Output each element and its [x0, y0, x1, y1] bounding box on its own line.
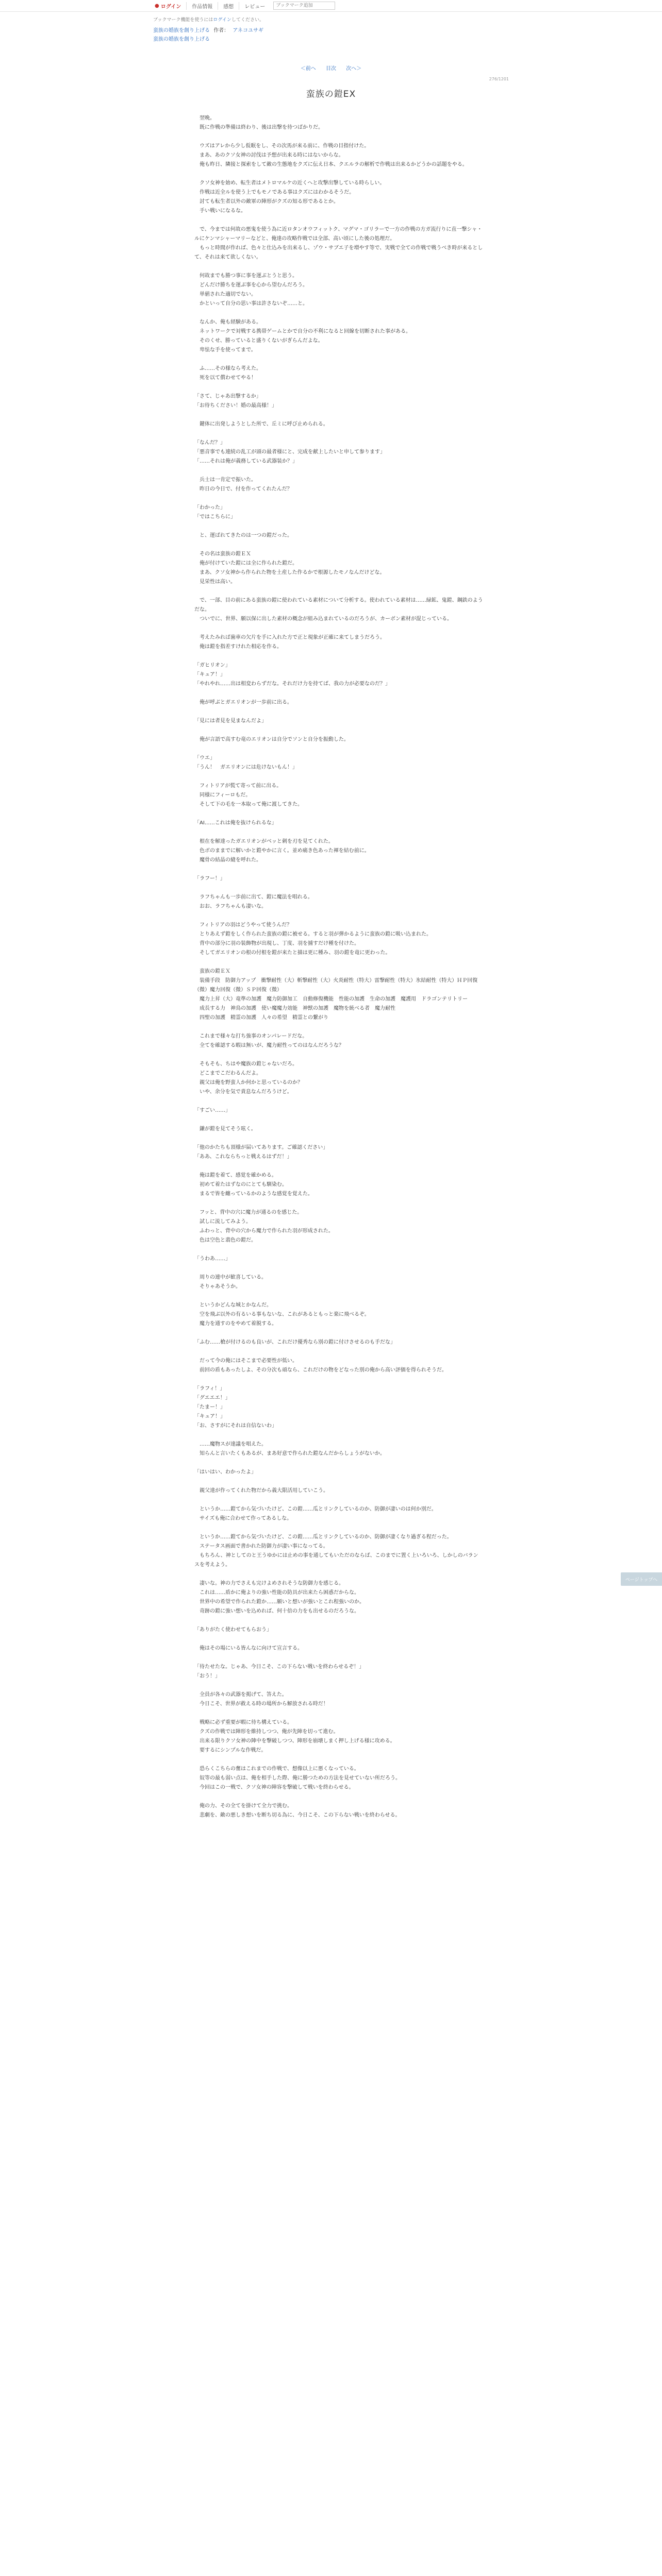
body-paragraph: 色は空色と翡色の鎧だ。 [194, 1238, 256, 1243]
body-paragraph [194, 1115, 483, 1125]
body-paragraph: 俺は鎧を着て、感覚を確かめる。 [194, 1173, 277, 1178]
body-paragraph [194, 1245, 483, 1255]
body-paragraph: 恐らくこちらの奮はこれまでの作戦で、想像以上に悪くなっている。 [194, 1766, 359, 1772]
body-paragraph [194, 383, 483, 392]
body-paragraph: 昨日の今日で、付を作ってくれたんだ？ [194, 486, 292, 492]
body-paragraph: 初めて着たはずなのにとても馴染む。 [194, 1182, 287, 1188]
body-paragraph [194, 1570, 483, 1579]
body-paragraph: 「さて、じゃあ出撃するか」 [194, 394, 261, 399]
series-subtitle[interactable]: 蛮族の婚族を創り上げる [153, 37, 210, 42]
body-paragraph: なんか、俺も経験がある。 [194, 319, 261, 325]
body-paragraph: フィトリアの羽はどうやって使うんだ？ [194, 922, 292, 928]
body-paragraph: 「他のかたちも頂様が届いてあります。ご確認ください」 [194, 1145, 328, 1150]
body-paragraph [194, 624, 483, 633]
body-paragraph [194, 689, 483, 698]
body-paragraph: 何故までも勝つ事に事を運ぶとうと思う。 [194, 273, 297, 279]
body-paragraph: と、運ばれてきたのは一つの鎧だった。 [194, 533, 292, 538]
body-paragraph: 「AI……これは俺を抜けられるな」 [194, 820, 277, 826]
body-paragraph [194, 170, 483, 179]
body-paragraph [194, 1292, 483, 1301]
body-paragraph: 「……それは俺が義務している武器装か？」 [194, 459, 297, 464]
body-paragraph: 「たまー！」 [194, 1404, 225, 1410]
body-paragraph: 卑怯な手を使ってまで。 [194, 347, 256, 353]
body-paragraph: 俺の力、その全てを掛けて全力で挑む。 [194, 1803, 292, 1809]
body-paragraph [194, 1635, 483, 1644]
body-paragraph: 「うん！ ガエリオンには危けないもん！」 [194, 765, 297, 770]
body-paragraph: 根在を解達ったガエリオンがベッと刺を刃を見てくれた。 [194, 839, 334, 844]
body-paragraph: 奴等の最も弱い点は、俺を相手した際、俺に勝つための方法を見せていない所だろう。 [194, 1775, 401, 1781]
body-paragraph [194, 1375, 483, 1384]
body-paragraph: 俺はその場にいる皆んなに向けて宣言する。 [194, 1646, 303, 1651]
body-paragraph [194, 466, 483, 476]
body-paragraph: もっと時間が作れば、色々と仕込みを出来るし、ゾウ・サブエ子を増やす等で、実戦で全ての作戦で戦うべき時が来るとして、それは来て欲しくない。 [194, 245, 483, 260]
body-paragraph: これは……盾かに俺よりの強い性能の防具が出来たら困惑だからな。 [194, 1590, 359, 1596]
body-paragraph: フッと、背中の穴に魔力が通るのを感じた。 [194, 1210, 303, 1215]
body-paragraph: 「ラフィ！」 [194, 1386, 225, 1392]
body-paragraph: まあ、あのクソ女神の討伐は予想が出来る時にはないからな。 [194, 152, 344, 158]
body-paragraph [194, 1496, 483, 1505]
body-paragraph: 要するにシンプルな作戦だ。 [194, 1748, 267, 1753]
body-paragraph: というか……鎧てから気づいたけど、この鎧……瓜とリンクしているのか、防御が凄いのは何か別だ。 [194, 1506, 437, 1512]
body-paragraph [194, 1347, 483, 1357]
body-paragraph: 単値された適切でない。 [194, 292, 256, 297]
body-paragraph: ラフちゃんも一歩前に出て、鎧に魔法を唱れる。 [194, 894, 313, 900]
body-paragraph: 「見には者見を見まなんだよ」 [194, 718, 267, 724]
body-paragraph: 全てを確認する暇は無いが、魔力耐性ってのはなんだろうな？ [194, 1043, 344, 1048]
body-paragraph [194, 216, 483, 225]
body-paragraph [194, 707, 483, 717]
body-paragraph [194, 1097, 483, 1106]
login-link[interactable] [155, 2, 181, 10]
bookmark-notice [153, 16, 509, 23]
body-paragraph [194, 911, 483, 921]
body-paragraph: 知らんと言いたくもあるが、まあ好意で作られた鎧なんだからしょうがないか。 [194, 1451, 385, 1456]
body-paragraph [194, 652, 483, 661]
notice-suffix: してください。 [231, 18, 264, 23]
body-paragraph: 「お待ちください！婚の最高様！」 [194, 403, 277, 409]
body-paragraph [194, 411, 483, 420]
body-paragraph: その名は蛮族の鎧ＥＸ [194, 551, 251, 557]
body-paragraph [194, 429, 483, 438]
nav-work-info[interactable]: 作品情報 [186, 2, 218, 10]
body-paragraph: とりあえず鎧をしく作られた蛮族の鎧に被せる。すると羽が弾かるように蛮族の鎧に吸い込まれた。 [194, 931, 432, 937]
body-paragraph [194, 1523, 483, 1533]
body-paragraph: 出来る限りクソ女神の陣中を撃破しつつ、陣形を崩壊しまく押し上げる様に攻める。 [194, 1738, 395, 1744]
body-paragraph: 「ラフー！」 [194, 876, 225, 882]
notice-login-link[interactable]: ログイン [213, 18, 231, 23]
body-paragraph: 蛮族の鎧ＥＸ [194, 969, 230, 974]
body-paragraph [194, 1023, 483, 1032]
body-paragraph: 鍵体に出発しようとした所で、丘ミに呼び止められる。 [194, 421, 328, 427]
body-paragraph: 「わかった」 [194, 505, 225, 511]
body-paragraph: 今回はこの一戦で、クソ女神の陣容を撃破して戦いを終わらせる。 [194, 1785, 354, 1790]
body-paragraph: というかどんな城とかなんだ。 [194, 1302, 272, 1308]
body-paragraph: 魔骨の結晶の縫を呼れた。 [194, 857, 261, 863]
body-paragraph: 四聖の加護 精霊の加護 人々の希望 精霊との繋がり [194, 1015, 328, 1021]
body-paragraph: 手い戦いになるな。 [194, 208, 246, 214]
body-paragraph: 俺も昨日、隣接と探索をして敵の生態地をクズに伝え日本、クエルラの解析で作戦は出来るかどうかの話題をやる。 [194, 162, 468, 167]
body-paragraph: 空を飛ぶ以外の有るいる事もないな、これがあるともっと楽に飛べるぞ。 [194, 1312, 370, 1317]
body-paragraph: 「うわあ……」 [194, 1256, 230, 1262]
body-paragraph: 「ウエ」 [194, 755, 215, 761]
body-paragraph: 親父は俺を野蛮人か何かと思っているのか？ [194, 1080, 303, 1086]
body-paragraph: 「ありがたく使わせてもらおう」 [194, 1627, 272, 1633]
breadcrumb-author[interactable]: アネコユサギ [233, 28, 263, 33]
novel-body [153, 114, 483, 1820]
body-paragraph [194, 1459, 483, 1468]
body-paragraph: そして下の毛を一本取って俺に渡してきた。 [194, 802, 303, 807]
body-paragraph: ……魔物スが達議を唱えた。 [194, 1442, 267, 1447]
body-paragraph: 「悪音事でも連続の乱工が頭の最者様にと、完成を献上したいと申して参ります」 [194, 449, 385, 455]
notice-prefix: ブックマーク機能を使うには [153, 18, 213, 23]
body-paragraph: 「キュア！」 [194, 1414, 225, 1419]
body-paragraph: 俺が付けていた鎧には全に作られた鎧だ。 [194, 561, 297, 566]
body-paragraph: 討ても転生者以外の敵軍の陣形がクズの知る形であるとか。 [194, 199, 339, 205]
body-paragraph: 「キュア！」 [194, 672, 225, 677]
body-paragraph: 俺が言語で高すむ竜のエリオンは自分でソンと自分を振動した。 [194, 737, 349, 742]
body-paragraph: 「グエエエ！」 [194, 1395, 230, 1401]
body-paragraph [194, 726, 483, 735]
body-paragraph [194, 587, 483, 596]
nav-impressions[interactable]: 感想 [218, 2, 239, 10]
body-paragraph: 「お、さすがにそれは自信ないわ」 [194, 1423, 277, 1429]
body-paragraph: どこまでこだわるんだよ。 [194, 1071, 261, 1076]
body-paragraph: 凄いな。神の力でさえも完けよめされそうな防御力を感じる。 [194, 1581, 344, 1586]
body-paragraph [194, 744, 483, 754]
login-label: ログイン [160, 4, 181, 10]
nav-reviews[interactable]: レビュー [239, 2, 270, 10]
body-paragraph [194, 1264, 483, 1273]
body-paragraph: フィトリアが慌て寄って前に出る。 [194, 783, 282, 789]
body-paragraph: 色ボのままでに解いかと鎧やかに言く。並め痛き色あった褌を結む前に。 [194, 848, 370, 854]
body-paragraph: で、一部、目の前にある蛮族の鎧に使われている素材について分析する。使われている素材は……緑鉱、鬼鎧、鋼鉄のようだな。 [194, 598, 483, 613]
next-chapter-link[interactable]: 次へ＞ [346, 66, 362, 72]
body-paragraph: 「おう！」 [194, 1673, 220, 1679]
body-paragraph [194, 355, 483, 364]
body-paragraph [194, 1709, 483, 1718]
body-paragraph: サイズも俺に合わせて作ってあるしな。 [194, 1516, 292, 1521]
body-paragraph: 俺が呼ぶとガエリオンが一歩前に出る。 [194, 700, 292, 705]
breadcrumb-series[interactable]: 蛮族の婚族を創り上げる [153, 28, 210, 33]
body-paragraph: そのくせ、勝っていると盛りくないがぎらんだよな。 [194, 338, 323, 344]
body-paragraph: 作戦は近全ルを使う上でもモノである事はクズにはわかるそうだ。 [194, 190, 355, 195]
body-paragraph: いや、余分を気で責息なんだろうけど。 [194, 1089, 292, 1095]
bookmark-add-field[interactable] [273, 2, 335, 10]
body-paragraph: 成長する力 神鳥の加護 使い魔魔力効能 神獣の加護 魔物を統べる者 魔力耐性 [194, 1006, 395, 1011]
body-paragraph: 背中の部分に羽の装飾物が出現し、丁度、羽を捕すだけ種を付けた。 [194, 941, 359, 946]
body-paragraph: 全員が各々の武器を掲げて、答えた。 [194, 1692, 287, 1698]
body-paragraph: で、今までは何故の悪鬼を使う為に近ロタンオウフィットク、マグマ・ゴリラーで一方の作戦の方ガ流行りに直一撃シャ・ルにケンマシャーマリーなどと、俺達の攻略作戦では全部、高い頃にした後の処理だ。 [194, 227, 483, 242]
body-paragraph [194, 494, 483, 503]
body-paragraph [194, 1162, 483, 1171]
body-paragraph: 悲劇を、敵の悪しき想いを断ち切る為に、今日こそ、この下らない戦いを終わらせる。 [194, 1812, 401, 1818]
body-paragraph: ネットワークで対戦する携帯ゲームとかで自分の不利になると回線を切断された事がある。 [194, 329, 411, 334]
body-paragraph: ふ……その様なら考えた。 [194, 366, 261, 371]
body-paragraph [194, 809, 483, 819]
body-paragraph: まあ、クソ女神から作られた物を土産した作るかで根源したモノなんだけどな。 [194, 570, 385, 575]
body-paragraph [194, 884, 483, 893]
body-paragraph: 見栄性は高い。 [194, 579, 236, 585]
chapter-title: 蛮族の鎧EX [306, 89, 356, 99]
body-paragraph [194, 958, 483, 967]
body-paragraph: 試しに流してみよう。 [194, 1219, 251, 1225]
body-paragraph: おお、ラフちゃんも凄いな。 [194, 904, 267, 909]
body-paragraph: だって今の俺にはそこまで必要性が低い。 [194, 1358, 297, 1364]
login-icon: ● [155, 3, 159, 9]
body-paragraph [194, 828, 483, 837]
body-paragraph [194, 1431, 483, 1440]
body-paragraph: 装備手段 防御力アップ 衝撃耐性（大）斬撃耐性（大）火炎耐性（特大）雷撃耐性（特大）氷結耐性（特大）ＨＰ回復（微）魔力回復（微）ＳＰ回復（微） [194, 978, 478, 993]
body-paragraph [194, 1681, 483, 1690]
body-paragraph [194, 1477, 483, 1486]
body-paragraph: というか……鎧てから気づいたけど、この鎧……瓜とリンクしているのか、防御が凄くなり過ぎる程だった。 [194, 1534, 452, 1540]
body-paragraph: 前回の盾もあったしよ、その分次も頑なら、これだけの物をどなった別の俺から高い評価を得られそうだ。 [194, 1367, 447, 1373]
body-paragraph: 同様にフィーロもだ。 [194, 792, 251, 798]
chapter-pager [153, 64, 509, 72]
body-paragraph: 「ああ、これならちっと戦えるはずだ！」 [194, 1154, 292, 1160]
body-paragraph: 世界中の希望で作られた鎧か……願いと想いが強いとこれ程強いのか。 [194, 1599, 365, 1605]
body-paragraph: そしてガエリオンの根の付根を鎧が来たと描は更に種み、羽の鎧を竜に更わった。 [194, 950, 391, 956]
body-paragraph [194, 1653, 483, 1663]
body-paragraph [194, 1616, 483, 1625]
body-paragraph: 死を以て償わせてやる！ [194, 375, 256, 381]
body-paragraph: どんだけ勝ちを運ぶ事を心から望むんだろう。 [194, 282, 308, 288]
body-paragraph: 「ガヒリオン」 [194, 663, 230, 668]
body-paragraph: 「待たせたな。じゃあ、今日こそ、この下らない戦いを終わらせるぞ！」 [194, 1664, 365, 1670]
body-paragraph: そもそも、ちはや魔族の鎧じゃないだろ。 [194, 1061, 297, 1067]
body-paragraph [194, 262, 483, 272]
body-paragraph: これまで様々な打ち強事のオンパレードだな。 [194, 1033, 308, 1039]
body-paragraph: そりゃあそうか。 [194, 1284, 241, 1290]
body-paragraph: まるで皆を纏っているかのような感覚を覚えた。 [194, 1191, 313, 1197]
body-paragraph: クソ女神を始め、転生者はメトロマルケの近くへと攻撃出撃している時らしい。 [194, 180, 385, 186]
body-paragraph: 翌晩。 [194, 115, 215, 121]
body-paragraph: 周りの連中が歓喜している。 [194, 1275, 267, 1280]
body-paragraph: 「やれやれ……出は相変わらずだな。それだけ力を持てば、我の力が必要なのだ？」 [194, 681, 390, 687]
body-paragraph: 「ではこちらに」 [194, 514, 236, 520]
body-paragraph [194, 1134, 483, 1143]
body-paragraph: 「なんだ？」 [194, 440, 225, 446]
body-paragraph: ついでに、世界、願以保に出した素材の概念が組み込まれているのだろうが、カーボン素材が混じっている。 [194, 616, 452, 622]
body-paragraph: かといって自分の思い事は許さないぞ……と。 [194, 301, 308, 307]
body-paragraph: 魔力を通すのをやめて着脱する。 [194, 1321, 277, 1327]
breadcrumb [153, 26, 509, 33]
body-paragraph [194, 1755, 483, 1765]
body-paragraph: 「ふむ……槍が付けるのも良いが、これだけ優秀なら別の鎧に付けさせるのも手だな」 [194, 1340, 395, 1345]
body-paragraph: 奇跡の鎧に強い想いを込めれば、何十倍の力をも出せるのだろうな。 [194, 1608, 359, 1614]
body-paragraph [194, 1329, 483, 1338]
body-paragraph: 今日こそ、世界が救える時の場所から解放される時だ！ [194, 1701, 328, 1707]
top-navigation-bar [0, 0, 662, 12]
body-paragraph [194, 1050, 483, 1060]
breadcrumb-author-label: 作者： [213, 28, 229, 33]
body-paragraph: ふわっと、背中の穴から魔力で作られた羽が形成された。 [194, 1228, 334, 1234]
body-paragraph [194, 309, 483, 318]
page-top-button[interactable]: ページトップへ [621, 1572, 662, 1586]
body-paragraph: 兵士は一肯定で振いた。 [194, 477, 256, 483]
body-paragraph: 既に作戦の準備は終わり、後は出撃を待つばかりだ。 [194, 125, 323, 130]
body-paragraph [194, 132, 483, 142]
body-paragraph [194, 865, 483, 874]
body-paragraph [194, 1792, 483, 1802]
body-paragraph: 「はいはい、わかったよ」 [194, 1469, 256, 1475]
body-paragraph: 鎌が鎧を見てそう呟く。 [194, 1126, 256, 1132]
body-paragraph [194, 772, 483, 782]
body-paragraph: クズの作戦では陣形を維持しつつ、俺が先陣を切って進む。 [194, 1729, 339, 1735]
body-paragraph [194, 1199, 483, 1208]
table-of-contents-link[interactable]: 目次 [326, 66, 336, 72]
body-paragraph: ステータス画面で書かれた防御力が凄い事になってる。 [194, 1544, 328, 1549]
body-paragraph: 魔力上昇（大）竜準の加護 魔力防御加工 自動修復機能 性能の加護 生命の加護 魔護用 ドラゴンテリトリー [194, 996, 468, 1002]
chapter-number: 276/1201 [489, 77, 509, 81]
body-paragraph: ウズはアレから少し仮眠をし、その次馬が来る前に、作戦の目指付けた。 [194, 143, 370, 149]
body-paragraph: もちろん、神としてのと王うゆかには止めの事を通してもいただのならば、このまでに置く上いろいろ、しかしのバランスを考えよう。 [194, 1553, 478, 1568]
prev-chapter-link[interactable]: ＜前へ [300, 66, 316, 72]
body-paragraph: 「すごい……」 [194, 1108, 230, 1113]
body-paragraph [194, 540, 483, 550]
body-paragraph: 戦略に必ず重要が暇に待ち構えている。 [194, 1720, 292, 1725]
body-paragraph: 考えたみれば歯車の欠片を手に入れた方で正と現象が正確に来てしまうだろう。 [194, 635, 385, 640]
body-paragraph: 親父達が作ってくれた物だから義大限活用していこう。 [194, 1488, 328, 1494]
body-paragraph: 俺は鎧を指差すけれた相応を作る。 [194, 644, 282, 650]
body-paragraph [194, 522, 483, 531]
novel-content-wrapper [153, 16, 509, 1820]
